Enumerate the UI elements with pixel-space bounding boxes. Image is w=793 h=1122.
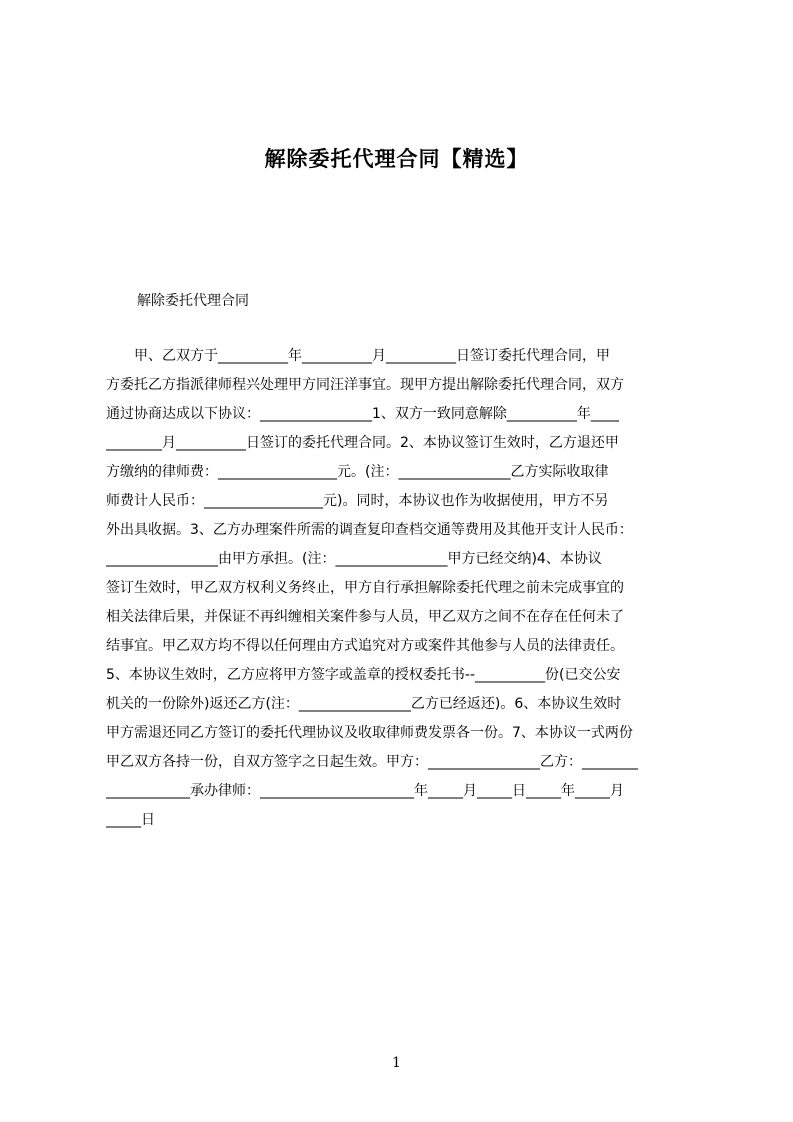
body-line: 师费计人民币：_________________元)。同时，本协议也作为收据使用，甲方不另 [106,493,609,509]
body-line: ____________承办律师：______________________年_____月_____日_____年_____月 [106,783,624,799]
body-line: 甲乙双方各持一份，自双方签字之日起生效。甲方：________________乙方：________ [106,754,638,770]
body-line: ________________由甲方承担。(注：________________甲方已经交纳)4、本协议 [106,551,602,567]
body-line: 签订生效时，甲乙双方权利义务终止，甲方自行承担解除委托代理之前未完成事宜的 [106,580,624,596]
page-number: 1 [392,1055,401,1071]
body-line: 外出具收据。3、乙方办理案件所需的调查复印查档交通等费用及其他开支计人民币： [106,522,633,538]
body-line: 方缴纳的律师费：_________________元。(注：________________乙方实际收取律 [106,464,609,480]
document-subtitle: 解除委托代理合同 [137,293,249,309]
body-line: 甲、乙双方于__________年__________月__________日签订委托代理合同，甲 [106,348,610,364]
body-line: 5、本协议生效时，乙方应将甲方签字或盖章的授权委托书--__________份(已交公安 [106,667,621,683]
body-line: 机关的一份除外)返还乙方(注：________________乙方已经返还)。6、本协议生效时 [106,696,622,712]
body-line: 甲方需退还同乙方签订的委托代理协议及收取律师费发票各一份。7、本协议一式两份 [106,725,633,741]
body-line: 通过协商达成以下协议：________________1、双方一致同意解除__________年____ [106,406,619,422]
body-line: ________月__________日签订的委托代理合同。2、本协议签订生效时，乙方退还甲 [106,435,619,451]
body-line: 方委托乙方指派律师程兴处理甲方同汪洋事宜。现甲方提出解除委托代理合同，双方 [106,377,624,393]
body-line: 相关法律后果，并保证不再纠缠相关案件参与人员，甲乙双方之间不在存在任何未了 [106,609,624,625]
body-line: 结事宜。甲乙双方均不得以任何理由方式追究对方或案件其他参与人员的法律责任。 [106,638,624,654]
document-title: 解除委托代理合同【精选】 [264,147,529,171]
body-line: _____日 [106,812,155,828]
contract-body [106,342,698,835]
